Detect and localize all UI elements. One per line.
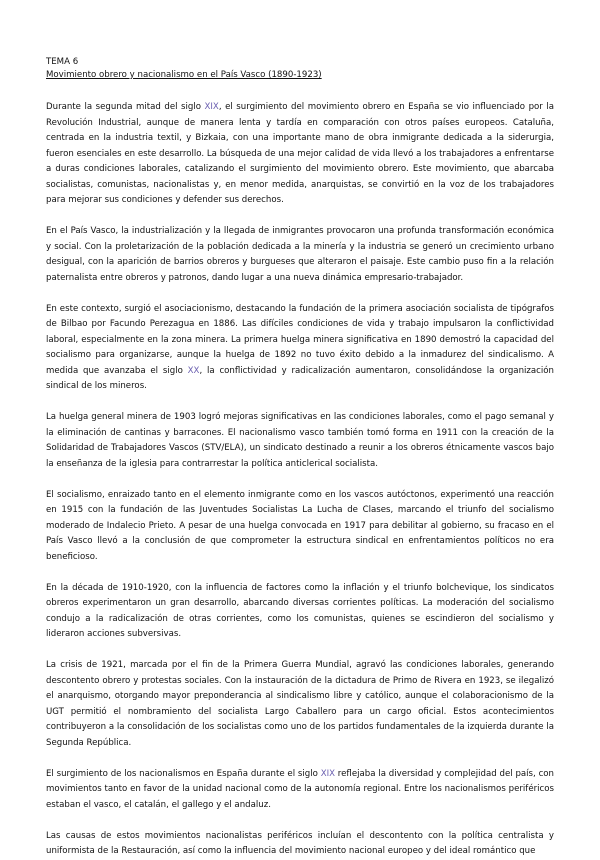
document-title: Movimiento obrero y nacionalismo en el País Vasco (1890-1923) bbox=[46, 70, 322, 80]
paragraph: En este contexto, surgió el asociacionismo, destacando la fundación de la primera asociación socialista de tipógrafos de Bilbao por Facundo Perezagua en 1886. Las difíciles condiciones de vida y trabajo impulsaron la conflictividad laboral, especialmente en la zona minera. La primera huelga minera significativa en 1890 demostró la capacidad del socialismo para organizarse, aunque la huelga de 1892 no tuvo éxito debido a la inmadurez del sindicalismo. A medida que avanzaba el siglo XX, la conflictividad y radicalización aumentaron, consolidándose la organización sindical de los mineros. bbox=[46, 303, 554, 391]
century-numeral: XIX bbox=[204, 102, 219, 112]
century-numeral: XX bbox=[187, 365, 200, 376]
paragraph: El surgimiento de los nacionalismos en España durante el siglo XIX reflejaba la diversidad y complejidad del país, con movimientos tanto en favor de la unidad nacional como de la autonomía regional. Entre los nacionalismos periféricos estaban el vasco, el catalán, el gallego y el andaluz. bbox=[46, 768, 554, 810]
paragraph: La crisis de 1921, marcada por el fin de la Primera Guerra Mundial, agravó las condiciones laborales, generando descontento obrero y protestas sociales. Con la instauración de la dictadura de Primo de Rivera en 1923, se ilegalizó el anarquismo, otorgando mayor preponderancia al sindicalismo libre y católico, aunque el colaboracionismo de la UGT permitió el nombramiento del socialista Largo Caballero para un cargo oficial. Estos acontecimientos contribuyeron a la consolidación de los socialistas como uno de los partidos fundamentales de la izquierda durante la Segunda República. bbox=[46, 660, 554, 748]
paragraph: Durante la segunda mitad del siglo XIX, el surgimiento del movimiento obrero en España se vio influenciado por la Revolución Industrial, aunque de manera lenta y tardía en comparación con otros países europeos. Cataluña, centrada en la industria textil, y Bizkaia, con una importante mano de obra inmigrante dedicada a la siderurgia, fueron esenciales en este desarrollo. La búsqueda de una mejor calidad de vida llevó a los trabajadores a enfrentarse a duras condiciones laborales, catalizando el surgimiento del movimiento obrero. Este movimiento, que abarcaba socialistas, comunistas, nacionalistas y, en menor medida, anarquistas, se convirtió en la voz de los trabajadores para mejorar sus condiciones y defender sus derechos. bbox=[46, 102, 554, 205]
paragraph: En el País Vasco, la industrialización y la llegada de inmigrantes provocaron una profunda transformación económica y social. Con la proletarización de la población dedicada a la minería y la industria se generó un crecimiento urbano desigual, con la aparición de barrios obreros y burgueses que alteraron el paisaje. Este cambio puso fin a la relación paternalista entre obreros y patronos, dando lugar a una nueva dinámica empresario-trabajador. bbox=[46, 226, 554, 283]
paragraph: Las causas de estos movimientos nacionalistas periféricos incluían el descontento con la política centralista y uniformista de la Restauración, así como la influencia del movimiento nacional europeo y del ideal romántico que bbox=[46, 830, 554, 856]
paragraph: El socialismo, enraizado tanto en el elemento inmigrante como en los vascos autóctonos, experimentó una reacción en 1915 con la fundación de las Juventudes Socialistas La Lucha de Clases, marcando el triunfo del socialismo moderado de Indalecio Prieto. A pesar de una huelga convocada en 1917 para debilitar al gobierno, su fracaso en el País Vasco llevó a la conclusión de que comprometer la estructura sindical en enfrentamientos políticos no era beneficioso. bbox=[46, 489, 554, 562]
paragraph: La huelga general minera de 1903 logró mejoras significativas en las condiciones laborales, como el pago semanal y la eliminación de cantinas y barracones. El nacionalismo vasco también tomó forma en 1911 con la creación de la Solidaridad de Trabajadores Vascos (STV/ELA), un sindicato destinado a reunir a los obreros étnicamente vascos bajo la enseñanza de la iglesia para contrarrestar la política anticlerical socialista. bbox=[46, 412, 554, 469]
paragraph: En la década de 1910-1920, con la influencia de factores como la inflación y el triunfo bolchevique, los sindicatos obreros experimentaron un gran desarrollo, abarcando diversas corrientes políticas. La moderación del socialismo condujo a la radicalización de otras corrientes, como los comunistas, quienes se escindieron del socialismo y lideraron acciones subversivas. bbox=[46, 582, 554, 639]
topic-heading: TEMA 6 bbox=[46, 57, 79, 67]
century-numeral: XIX bbox=[320, 768, 335, 779]
